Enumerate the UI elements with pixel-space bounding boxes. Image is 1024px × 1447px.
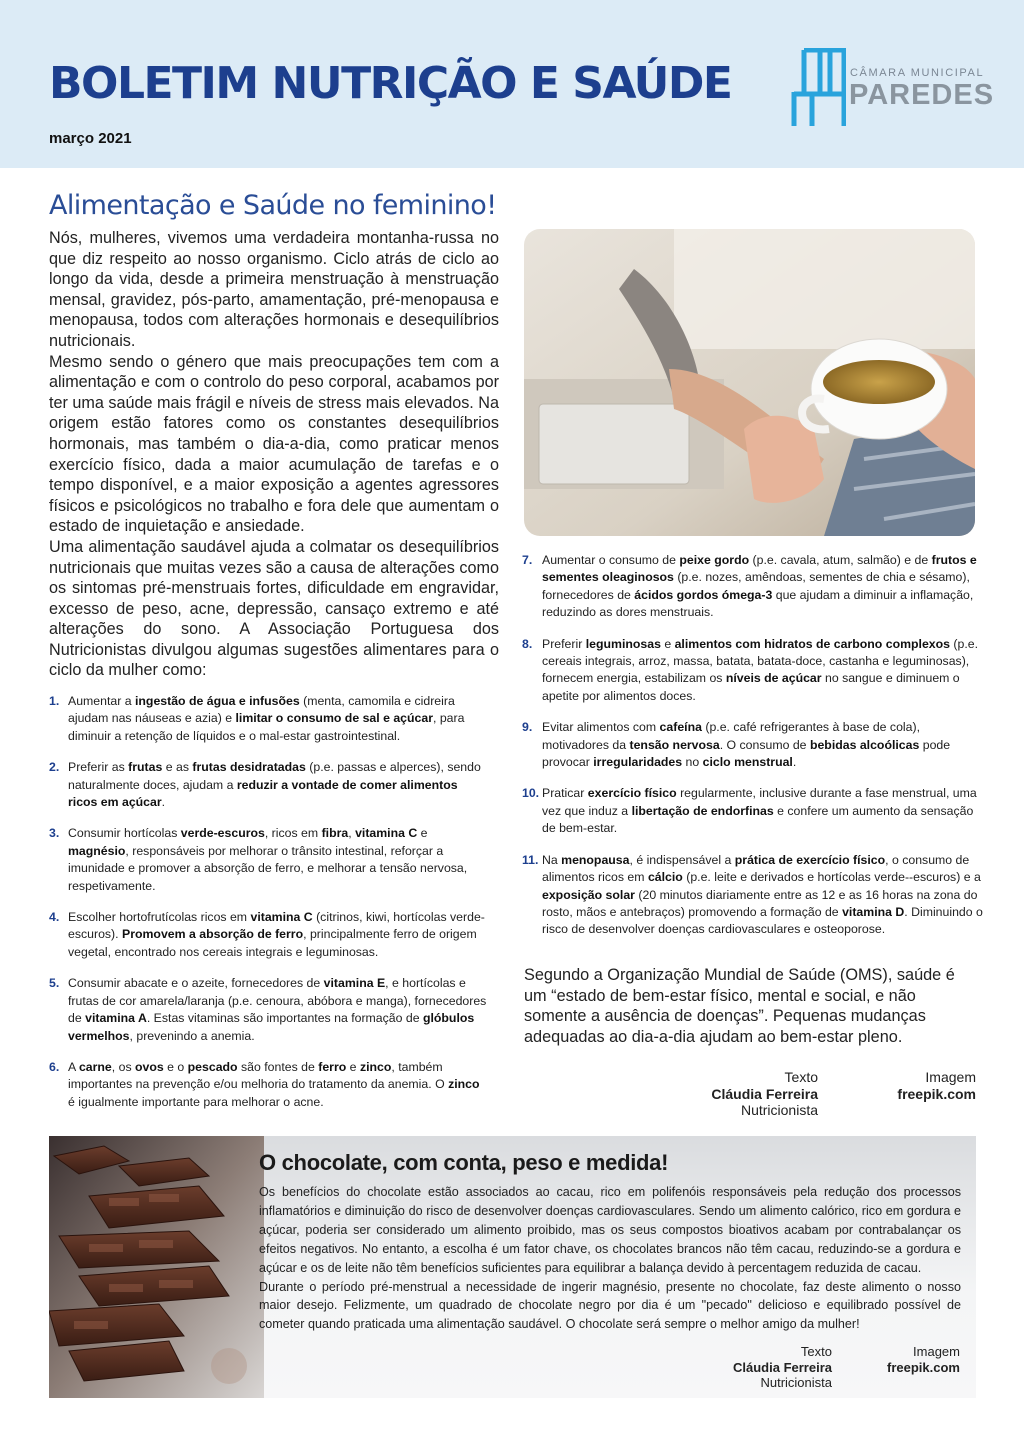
emphasis-text: menopausa bbox=[561, 852, 630, 867]
chocolate-paragraph: Os benefícios do chocolate estão associados ao cacau, rico em polifenóis responsáveis pela redução dos processos inflamatórios e diminuição do risco de desenvolver doenças cardiovasculares. Sendo um alimento calórico, rico em gordura e açúcar, poderia ser considerado um alimento proibido, mas os seus compostos bioativos acabam por contrabalançar os efeitos negativos. No entanto, a escolha é um fator chave, os chocolates brancos não têm cacau, reduzindo-se a gordura e açúcar e os de leite não têm benefícios suficientes para equilibrar a balança devido à percentagem reduzida de cacau. bbox=[259, 1185, 961, 1275]
emphasis-text: ferro bbox=[318, 1059, 347, 1074]
text-credit bbox=[660, 1069, 818, 1119]
chocolate-title: O chocolate, com conta, peso e medida! bbox=[259, 1150, 669, 1175]
list-number: 6. bbox=[49, 1059, 60, 1074]
camara-paredes-logo bbox=[790, 48, 995, 130]
list-text: Aumentar o consumo de peixe gordo (p.e. cavala, atum, salmão) e de frutos e sementes oleaginosos (p.e. nozes, amêndoas, sementes de chia e sésamo), fornecedores de ácidos gordos ómega-3 que ajudam a diminuir a inflamação, reduzindo as dores menstruais. bbox=[542, 553, 977, 620]
emphasis-text: frutas desidratadas bbox=[192, 760, 306, 775]
list-text: Consumir hortícolas verde-escuros, ricos em fibra, vitamina C e magnésio, responsáveis por melhorar o trânsito intestinal, reforçar a imunidade e promover a absorção de ferro, e melhorar a tensão nervosa, respetivamente. bbox=[68, 826, 468, 893]
emphasis-text: fibra bbox=[321, 826, 349, 841]
emphasis-text: ácidos gordos ómega-3 bbox=[634, 587, 773, 602]
list-text: Preferir as frutas e as frutas desidratadas (p.e. passas e alperces), sendo naturalmente doces, ajudam a reduzir a vontade de comer alimentos ricos em açúcar. bbox=[68, 760, 481, 810]
emphasis-text: frutos e sementes oleaginosos bbox=[542, 553, 977, 585]
emphasis-text: zinco bbox=[448, 1077, 480, 1092]
chocolate-body bbox=[259, 1183, 961, 1334]
chocolate-image-credit bbox=[859, 1344, 960, 1375]
suggestions-list-right bbox=[522, 552, 988, 953]
author-name: Cláudia Ferreira bbox=[733, 1359, 832, 1375]
emphasis-text: glóbulos vermelhos bbox=[68, 1011, 475, 1043]
emphasis-text: ciclo menstrual bbox=[702, 755, 793, 770]
emphasis-text: magnésio bbox=[68, 843, 126, 858]
author-name: Cláudia Ferreira bbox=[711, 1085, 818, 1102]
list-item bbox=[49, 693, 489, 745]
list-text: Praticar exercício físico regularmente, inclusive durante a fase menstrual, uma vez que induz a libertação de endorfinas e confere um aumento da sensação de bem-estar. bbox=[542, 786, 977, 836]
emphasis-text: bebidas alcoólicas bbox=[809, 737, 920, 752]
emphasis-text: ingestão de água e infusões bbox=[135, 694, 300, 708]
emphasis-text: vitamina D bbox=[842, 904, 905, 919]
list-text: Aumentar a ingestão de água e infusões (menta, camomila e cidreira ajudam nas náuseas e azia) e limitar o consumo de sal e açúcar, para diminuir a retenção de líquidos e o mal-estar gastrointestinal. bbox=[68, 694, 465, 743]
emphasis-text: irregularidades bbox=[593, 755, 683, 770]
intro-paragraph: Nós, mulheres, vivemos uma verdadeira montanha-russa no que diz respeito ao nosso organismo. Ciclo atrás de ciclo ao longo da vida, desde a primeira menstruação à menstruação mensal, gravidez, pós-parto, amamentação, pré-menopausa e menopausa, todos com alterações hormonais e desequilíbrios nutricionais. bbox=[49, 229, 499, 350]
intro-paragraph: Uma alimentação saudável ajuda a colmatar os desequilíbrios nutricionais que muitas vezes são a causa de alterações como os sintomas pré-menstruais fortes, dificuldade em engravidar, excesso de peso, acne, depressão, cansaço extremo e até alterações do sono. A Associação Portuguesa dos Nutricionistas divulgou algumas sugestões alimentares para o ciclo da mulher como: bbox=[49, 537, 499, 680]
list-item bbox=[49, 1059, 489, 1111]
emphasis-text: leguminosas bbox=[585, 636, 661, 651]
emphasis-text: níveis de açúcar bbox=[725, 671, 822, 686]
list-text: Na menopausa, é indispensável a prática de exercício físico, o consumo de alimentos ricos em cálcio (p.e. leite e derivados e hortícolas verde--escuros) e a exposição solar (20 minutos diariamente entre as 12 e as 16 horas na zona do rosto, mãos e antebraços) promovendo a formação de vitamina D. Diminuindo o risco de desenvolver doenças cardiovasculares e osteoporose. bbox=[542, 852, 983, 937]
emphasis-text: exposição solar bbox=[542, 887, 635, 902]
emphasis-text: vitamina C bbox=[355, 826, 418, 841]
chocolate-paragraph: Durante o período pré-menstrual a necessidade de ingerir magnésio, presente no chocolate, faz deste alimento o nosso maior desejo. Felizmente, um quadrado de chocolate negro por dia é um "pecado" delicioso e equilibrado possível de cometer quando praticada uma alimentação saudável. O chocolate será sempre o melhor amigo da mulher! bbox=[259, 1279, 961, 1332]
list-text: Consumir abacate e o azeite, fornecedores de vitamina E, e hortícolas e frutas de cor amarela/laranja (p.e. cenoura, abóbora e manga), fornecedores de vitamina A. Estas vitaminas são importantes na formação de glóbulos vermelhos, prevenindo a anemia. bbox=[68, 976, 487, 1043]
list-number: 1. bbox=[49, 694, 60, 708]
list-number: 11. bbox=[522, 852, 539, 867]
emphasis-text: cálcio bbox=[647, 870, 683, 885]
list-number: 5. bbox=[49, 976, 60, 991]
chocolate-section bbox=[49, 1136, 976, 1398]
emphasis-text: verde-escuros bbox=[180, 826, 265, 841]
list-item bbox=[49, 975, 489, 1045]
intro-paragraph: Mesmo sendo o género que mais preocupações tem com a alimentação e com o controlo do peso corporal, acabamos por ter uma saúde mais frágil e níveis de stress mais elevados. Na origem estão fatores como os constantes desequilíbrios hormonais, mas também o dia-a-dia, como praticar menos exercício físico, dada a maior acumulação de tarefas e o tempo disponível, e a maior exposição a agentes agressores físicos e psicológicos no trabalho e fora dele que aumentam o estado de inquietação e ansiedade. bbox=[49, 352, 499, 536]
logo-line1: CÂMARA MUNICIPAL bbox=[850, 67, 985, 79]
list-number: 4. bbox=[49, 910, 60, 925]
chocolate-pieces-image bbox=[49, 1136, 264, 1398]
list-item bbox=[49, 825, 489, 895]
tea-cup-illustration bbox=[524, 229, 975, 536]
list-number: 3. bbox=[49, 826, 60, 841]
suggestions-list-left bbox=[49, 693, 489, 1125]
emphasis-text: reduzir a vontade de comer alimentos ricos em açúcar bbox=[68, 777, 458, 810]
author-role: Nutricionista bbox=[760, 1375, 832, 1390]
list-item bbox=[49, 759, 489, 811]
emphasis-text: cafeína bbox=[659, 720, 702, 735]
emphasis-text: peixe gordo bbox=[679, 553, 750, 567]
bulletin-title: BOLETIM NUTRIÇÃO E SAÚDE bbox=[49, 58, 732, 109]
chocolate-text-credit bbox=[689, 1344, 832, 1391]
image-credit bbox=[860, 1069, 976, 1102]
image-source: freepik.com bbox=[897, 1085, 976, 1102]
emphasis-text: Promovem a absorção de ferro bbox=[122, 927, 304, 942]
emphasis-text: vitamina C bbox=[250, 910, 313, 925]
emphasis-text: carne bbox=[78, 1059, 112, 1074]
list-item bbox=[522, 552, 988, 622]
emphasis-text: prática de exercício físico bbox=[734, 852, 886, 867]
author-role: Nutricionista bbox=[740, 1102, 818, 1118]
emphasis-text: tensão nervosa bbox=[629, 737, 720, 752]
emphasis-text: frutas bbox=[128, 760, 163, 775]
list-text: Preferir leguminosas e alimentos com hidratos de carbono complexos (p.e. cereais integrais, arroz, massa, batata, batata-doce, castanha e leguminosas), fornecem energia, estabilizam os níveis de açúcar no sangue e diminuem o apetite por alimentos doces. bbox=[542, 636, 979, 703]
list-number: 7. bbox=[522, 553, 533, 567]
image-source: freepik.com bbox=[887, 1359, 960, 1375]
list-item bbox=[49, 909, 489, 961]
emphasis-text: vitamina A bbox=[85, 1011, 147, 1026]
oms-statement: Segundo a Organização Mundial de Saúde (OMS), saúde é um “estado de bem-estar físico, mental e social, e não somente a ausência de doenças”. Pequenas mudanças adequadas ao dia-a-dia ajudam ao bem-estar pleno. bbox=[524, 966, 955, 1046]
emphasis-text: vitamina E bbox=[323, 976, 386, 991]
list-text: Escolher hortofrutícolas ricos em vitamina C (citrinos, kiwi, hortícolas verde-escuros). Promovem a absorção de ferro, principalmente ferro de origem vegetal, encontrado nos cereais integrais e leguminosas. bbox=[68, 910, 485, 959]
text-credit-label: Texto bbox=[800, 1344, 832, 1359]
chair-logo-icon bbox=[790, 48, 846, 128]
list-text: A carne, os ovos e o pescado são fontes de ferro e zinco, também importantes na prevenção e/ou melhoria do tratamento da anemia. O zinco é igualmente importante para melhorar o acne. bbox=[68, 1059, 480, 1109]
list-number: 2. bbox=[49, 760, 60, 775]
list-item bbox=[522, 852, 988, 939]
emphasis-text: libertação de endorfinas bbox=[631, 803, 774, 818]
image-credit-label: Imagem bbox=[925, 1069, 976, 1085]
emphasis-text: ovos bbox=[135, 1059, 164, 1074]
logo-line2: PAREDES bbox=[849, 79, 995, 111]
emphasis-text: zinco bbox=[359, 1059, 392, 1074]
list-item bbox=[522, 636, 988, 706]
list-item bbox=[522, 719, 988, 771]
emphasis-text: alimentos com hidratos de carbono complexos bbox=[674, 636, 950, 651]
emphasis-text: pescado bbox=[187, 1059, 238, 1074]
image-credit-label: Imagem bbox=[913, 1344, 960, 1359]
list-number: 8. bbox=[522, 636, 533, 651]
emphasis-text: exercício físico bbox=[587, 786, 677, 801]
woman-with-tea-photo bbox=[524, 229, 975, 536]
list-item bbox=[522, 785, 988, 837]
list-text: Evitar alimentos com cafeína (p.e. café refrigerantes à base de cola), motivadores da tensão nervosa. O consumo de bebidas alcoólicas pode provocar irregularidades no ciclo menstrual. bbox=[542, 720, 951, 770]
article-title: Alimentação e Saúde no feminino! bbox=[49, 190, 497, 221]
emphasis-text: limitar o consumo de sal e açúcar bbox=[235, 711, 433, 726]
text-credit-label: Texto bbox=[784, 1069, 818, 1085]
header-banner bbox=[0, 0, 1024, 168]
article-intro bbox=[49, 228, 499, 681]
bulletin-date: março 2021 bbox=[49, 130, 132, 147]
list-number: 9. bbox=[522, 720, 533, 735]
list-number: 10. bbox=[522, 786, 540, 801]
